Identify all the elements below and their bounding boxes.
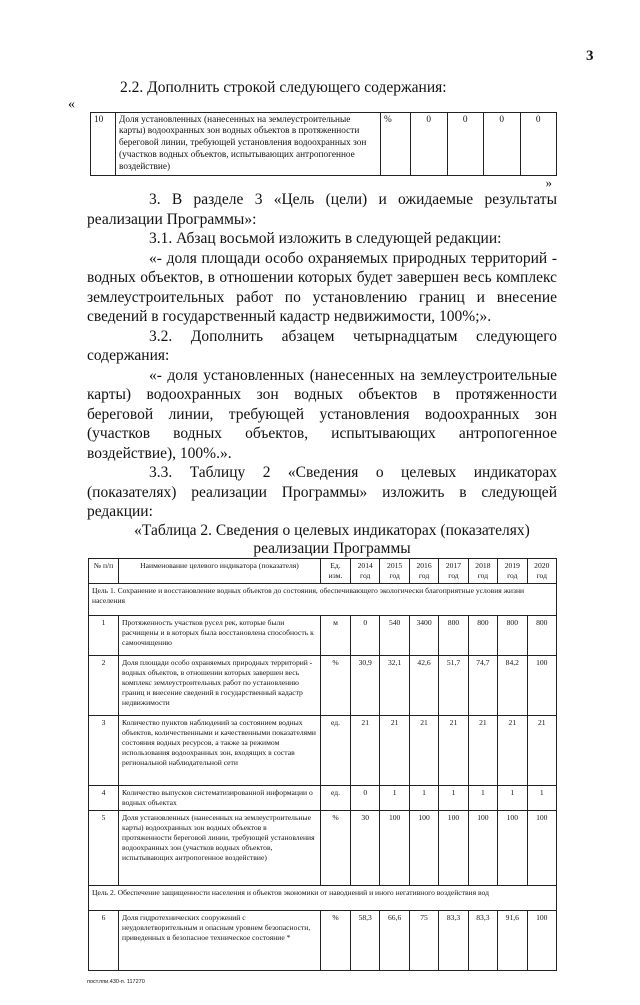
section-heading: 2.2. Дополнить строкой следующего содержания: [120, 79, 447, 96]
row-value: 0 [351, 785, 380, 810]
row-value: 0 [411, 112, 448, 176]
row-value: 21 [409, 715, 438, 785]
row-unit: % [321, 810, 351, 885]
table-title-line-1: «Таблица 2. Сведения о целевых индикаторах (показателях) [134, 521, 530, 539]
paragraph-3: 3. В разделе 3 «Цель (цели) и ожидаемые результаты реализации Программы»: [87, 191, 557, 228]
document-body [68, 0, 557, 1005]
row-num: 6 [89, 910, 119, 970]
header-name: Наименование целевого индикатора (показателя) [119, 558, 321, 583]
row-name: Количество выпусков систематизированной информации о водных объектах [119, 785, 321, 810]
table-row [89, 615, 557, 655]
row-value: 800 [527, 615, 556, 655]
header-num: № п/п [89, 558, 119, 583]
paragraph-3-2: 3.2. Дополнить абзацем четырнадцатым следующего содержания: [87, 327, 557, 365]
indicators-table [88, 558, 557, 971]
row-value: 800 [498, 615, 527, 655]
row-value: 100 [527, 810, 556, 885]
header-year: 2018 год [468, 558, 497, 583]
goal-row [89, 583, 557, 615]
table-row [89, 810, 557, 885]
row-value: 0 [520, 112, 557, 176]
row-name: Доля гидротехнических сооружений с неудовлетворительным и опасным уровнем безопасности, приведенных в безопасное техническое состояние * [119, 910, 321, 970]
open-quote: « [68, 96, 75, 112]
row-value: 100 [527, 655, 556, 715]
row-value: 21 [351, 715, 380, 785]
paragraph-3-3: 3.3. Таблицу 2 «Сведения о целевых индикаторах (показателях) реализации Программы» изложить в следующей редакции: [87, 464, 557, 521]
row-unit: ед. [321, 785, 351, 810]
row-unit: % [321, 910, 351, 970]
row-num: 3 [89, 715, 119, 785]
row-value: 1 [527, 785, 556, 810]
row-value: 91,6 [498, 910, 527, 970]
row-value: 3400 [409, 615, 438, 655]
goal-1: Цель 1. Сохранение и восстановление водных объектов до состояния, обеспечивающего экологически благоприятные условия жизни населения [89, 583, 557, 615]
row-value: 83,3 [468, 910, 497, 970]
table-row [89, 785, 557, 810]
table-row [91, 112, 557, 176]
row-value: 83,3 [439, 910, 468, 970]
row-value: 30 [351, 810, 380, 885]
row-value: 74,7 [468, 655, 497, 715]
row-value: 66,6 [380, 910, 409, 970]
row-unit: м [321, 615, 351, 655]
paragraph-3-1-text: «- доля площади особо охраняемых природных территорий - водных объектов, в отношении которых будет завершен весь комплекс землеустроительных работ по установлению границ и внесение сведений в государственный кадастр недвижимости, 100%;». [87, 249, 557, 326]
row-unit: % [381, 112, 411, 176]
header-year: 2015 год [380, 558, 409, 583]
row-value: 21 [468, 715, 497, 785]
row-value: 100 [468, 810, 497, 885]
row-name: Доля установленных (нанесенных на землеустроительные карты) водоохранных зон водных объектов в протяженности береговой линии, требующей установления водоохранных зон (участков водных объектов, испытывающих антропогенное воздействие) [119, 810, 321, 885]
insert-row-table [90, 112, 557, 177]
goal-row [89, 885, 557, 910]
row-value: 1 [468, 785, 497, 810]
row-name: Доля площади особо охраняемых природных территорий - водных объектов, в отношении которых завершен весь комплекс землеустроительных работ по установлению границ и внесение сведений в государственный кадастр недвижимости [119, 655, 321, 715]
row-value: 100 [409, 810, 438, 885]
row-value: 21 [527, 715, 556, 785]
row-value: 1 [498, 785, 527, 810]
row-value: 540 [380, 615, 409, 655]
row-num: 1 [89, 615, 119, 655]
row-value: 21 [498, 715, 527, 785]
row-value: 1 [439, 785, 468, 810]
row-num: 4 [89, 785, 119, 810]
row-value: 84,2 [498, 655, 527, 715]
table-row [89, 910, 557, 970]
row-value: 100 [439, 810, 468, 885]
row-value: 51,7 [439, 655, 468, 715]
row-unit: % [321, 655, 351, 715]
table-row [89, 655, 557, 715]
row-value: 1 [380, 785, 409, 810]
row-name: Доля установленных (нанесенных на землеустроительные карты) водоохранных зон водных объектов в протяженности береговой линии, требующей установления водоохранных зон (участков водных объектов, испытывающих антропогенное воздействие) [116, 112, 381, 176]
table-title-line-2: реализации Программы [253, 539, 411, 557]
row-value: 75 [409, 910, 438, 970]
row-value: 58,3 [351, 910, 380, 970]
footer-code: пост.ппи.430-п. 117270 [87, 978, 145, 985]
header-year: 2020 год [527, 558, 556, 583]
row-value: 0 [351, 615, 380, 655]
header-year: 2017 год [439, 558, 468, 583]
row-value: 42,6 [409, 655, 438, 715]
row-value: 800 [439, 615, 468, 655]
row-value: 1 [409, 785, 438, 810]
row-num: 10 [91, 112, 116, 176]
header-unit: Ед. изм. [321, 558, 351, 583]
header-year: 2014 год [351, 558, 380, 583]
row-num: 5 [89, 810, 119, 885]
table-header-row [89, 558, 557, 583]
table-row [89, 715, 557, 785]
close-quote: » [545, 175, 552, 191]
row-value: 32,1 [380, 655, 409, 715]
row-value: 100 [527, 910, 556, 970]
header-year: 2016 год [409, 558, 438, 583]
row-value: 0 [484, 112, 521, 176]
row-value: 800 [468, 615, 497, 655]
goal-2: Цель 2. Обеспечение защищенности населения и объектов экономики от наводнений и иного негативного воздействия вод [89, 885, 557, 910]
row-value: 21 [380, 715, 409, 785]
paragraph-3-2-text: «- доля установленных (нанесенных на землеустроительные карты) водоохранных зон водных объектов в протяженности береговой линии, требующей установления водоохранных зон (участков водных объектов, испытывающих антропогенное воздействие), 100%.». [87, 366, 557, 462]
row-value: 30,9 [351, 655, 380, 715]
row-value: 21 [439, 715, 468, 785]
row-unit: ед. [321, 715, 351, 785]
row-name: Протяженность участков русел рек, которые были расчищены и в которых была восстановлена способность к самоочищению [119, 615, 321, 655]
row-num: 2 [89, 655, 119, 715]
page-number: 3 [586, 48, 594, 64]
row-value: 100 [380, 810, 409, 885]
header-year: 2019 год [498, 558, 527, 583]
row-value: 0 [447, 112, 484, 176]
row-name: Количество пунктов наблюдений за состоянием водных объектов, количественными и качественными показателями состояния водных ресурсов, а также за режимом использования водоохранных зон, входящих в состав региональной наблюдательной сети [119, 715, 321, 785]
paragraph-3-1: 3.1. Абзац восьмой изложить в следующей редакции: [149, 230, 502, 248]
row-value: 100 [498, 810, 527, 885]
table-title [87, 522, 557, 558]
